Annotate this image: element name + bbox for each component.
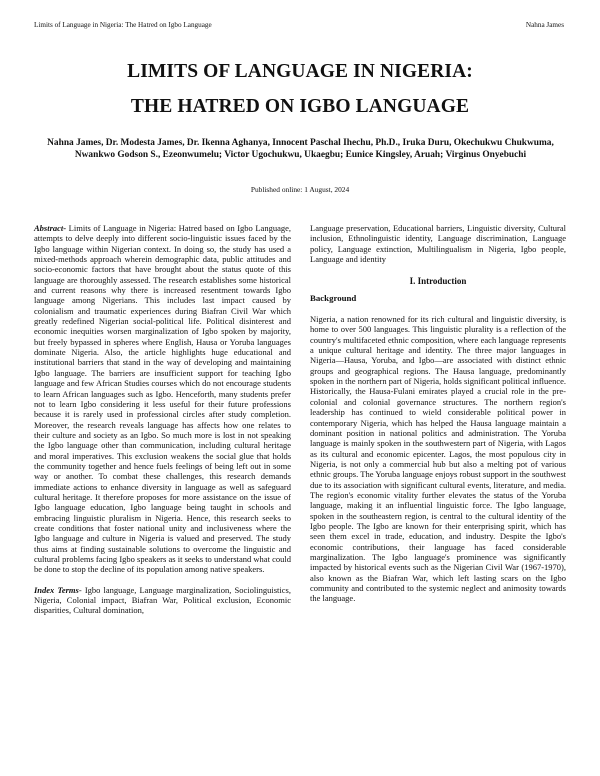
running-author: Nahna James <box>525 21 564 29</box>
running-header <box>34 21 564 30</box>
section-body: Nigeria, a nation renowned for its rich cultural and linguistic diversity, is home to over 500 languages. This linguistic plurality is a reflection of the country's multifaceted ethnic composition, where each language represents a unique cultural heritage and identity. The three major languages in Nigeria—Hausa, Yoruba, and Igbo—are associated with distinct ethnic groups and geographical regions. The Hausa language, predominantly spoken in the northern part of Nigeria, holds significant political influence. Historically, the Hausa-Fulani emirates played a crucial role in the pre-colonial and colonial governance structures. The northern region's leadership has continued to wield considerable political power in contemporary Nigeria, which has helped the Hausa language maintain a dominant position in national politics and administration. The Yoruba language is mainly spoken in the southwestern part of Nigeria, with Lagos as its cultural and economic epicenter. Lagos, the most populous city in Nigeria, is not only a commercial hub but also a melting pot of various ethnic groups. The Yoruba language enjoys robust support in the southwest due to its association with significant cultural events, literature, and media. The region's economic vitality further elevates the status of the Yoruba language, making it an influential linguistic force. The Igbo language, spoken in the southeastern region, is central to the cultural identity of the Igbo people. The Igbo are known for their enterprising spirit, which has seen them excel in trade, education, and industry. Despite the Igbo's economic contributions, their language has faced considerable marginalization. The Igbo language's prominence was significantly impacted by historical events such as the Nigerian Civil War (1967-1970), also known as the Biafran War, which left lasting scars on the Igbo community and contributed to the systemic neglect and animosity towards the language. <box>310 314 566 604</box>
abstract-text: Limits of Language in Nigeria: Hatred based on Igbo Language, attempts to delve deeply into different socio-linguistic issues faced by the Igbo language within Nigerian context. In doing so, the study has used a mixed-methods approach wherein demographic data, public attitudes and socio-economic factors that have brought about the status quote of this language are thoroughly assessed. The research establishes some historical and current reasons why there is increased resentment towards Igbo language among Nigerians. This includes last impact caused by colonialism and traumatic experiences during Biafran Civil War which greatly redefined Nigerian social-political life. Political disinterest and economic inequities worsen marginalization of Igbo spoken by majority, but freely bypassed in spheres where English, Hausa or Yoruba languages dominate Nigeria. Also, the article highlights huge educational and institutional barriers that stand in the way of developing and maintaining Igbo language. The barriers are insufficient support for teaching Igbo language and few African Studies courses which do not encourage students to learn African languages such as Igbo. Henceforth, many students prefer not to learn Igbo considering it less useful for their future professions because it is rarely used in professional circles after study completion. Moreover, the research reveals language has affects how one relates to their culture and society as an Igbo. So much more is lost in not speaking the Igbo language other than communication, including cultural heritage and moral imperatives. This exclusion weakens the social glue that holds the community together and hence fuels feelings of being left out in some way or another. To combat these challenges, this research demands immediate actions to enhance diversity in language as well as safeguard cultural heritage. It therefore proposes for more assistance on the issue of Igbo language education, Igbo language being taught in schools and embracing linguistic pluralism in Nigeria. Hence, this research seeks to create conditions that foster national unity and inclusiveness where the Igbo language and culture in Nigeria is valued and preserved. The study thus aims at finding sustainable solutions to overcome the linguistic and cultural problems facing Igbo speakers as it seeks to understand what could be done to stop the decline of its population among native speakers. <box>34 223 291 575</box>
abstract-label: Abstract- <box>34 223 67 233</box>
index-terms-continued: Language preservation, Educational barriers, Linguistic diversity, Cultural inclusion, Ethnolinguistic identity, Language discrimination, Language policy, Language extinction, Multilingualism in Nigeria, Igbo people, Language and identity <box>310 223 566 265</box>
left-column <box>34 223 291 616</box>
index-terms-label: Index Terms <box>34 584 79 595</box>
title-line-1: LIMITS OF LANGUAGE IN NIGERIA: <box>127 61 473 82</box>
paper-title <box>0 60 600 119</box>
index-terms <box>34 585 291 616</box>
publication-date: Published online: 1 August, 2024 <box>250 185 350 194</box>
title-line-2: THE HATRED ON IGBO LANGUAGE <box>130 96 470 117</box>
abstract <box>34 223 291 575</box>
running-title: Limits of Language in Nigeria: The Hatred on Igbo Language <box>34 21 212 29</box>
author-list: Nahna James, Dr. Modesta James, Dr. Ikenna Aghanya, Innocent Paschal Ihechu, Ph.D., Iruka Duru, Okechukwu Chukwuma, Nwankwo Godson S., Ezeonwumelu; Victor Ugochukwu, Ukaegbu; Eunice Kingsley, Aruah; Virginus Onyebuchi <box>47 138 554 161</box>
index-terms-text: - Igbo language, Language marginalization, Sociolinguistics, Nigeria, Colonial impact, Biafran War, Political exclusion, Economic disparities, Cultural domination, <box>34 584 291 616</box>
section-heading: I. Introduction <box>409 276 467 287</box>
section-subheading: Background <box>310 292 357 303</box>
right-column <box>310 223 566 604</box>
